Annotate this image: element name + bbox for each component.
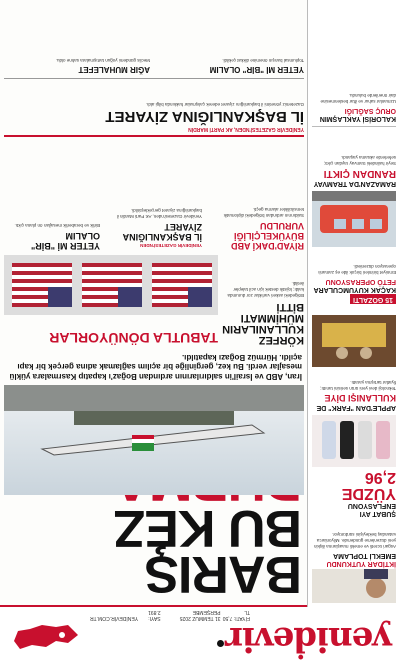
sidebar-story-1 <box>312 531 396 567</box>
sidebar-photo-gold <box>312 315 396 367</box>
sidebar-story-5 <box>312 154 396 187</box>
sidebar-story-4 <box>312 263 396 311</box>
sidebar-story-3 <box>312 379 396 411</box>
flag-coffins-photo <box>4 255 218 315</box>
sidebar-story-3-text: Teknoloji devi yeni ürün serisini tanıttı; fiyatlar tartışma yarattı. <box>320 380 396 391</box>
story-unity-text: Birlik ve beraberlik mesajları ön plana çıktı. <box>14 223 100 228</box>
story-visit <box>106 141 202 251</box>
sidebar-story-4-tag: 15 GÖZALTI <box>350 294 396 304</box>
sidebar-story-4-subtitle: FETÖ OPERASYONU <box>325 278 396 285</box>
sub-headline: TABUTLA DÖNÜYORLAR <box>49 330 218 346</box>
sidebar-photo-tram <box>312 191 396 247</box>
left-rail-story <box>222 280 304 345</box>
story-unity-title: YETER Mİ "BİR" OLALIM <box>30 231 100 251</box>
sidebar-story-6-text: Uzmanlar sahur ve iftar beslenmesine dair önerilerde bulundu. <box>320 93 396 104</box>
headline-line-2: BU KEZ <box>114 499 302 557</box>
bottom-story-1 <box>158 57 304 74</box>
story-embassy-text: Saldırının ardından bölgedeki diplomatik temsilcilikler alarma geçti. <box>223 207 304 218</box>
story-visit-title: İL BAŞKANLIĞINA ZİYARET <box>122 222 202 242</box>
issue-date: 31 TEMMUZ 2025 PERŞEMBE <box>179 609 221 621</box>
banner-kicker: YENİDEVİR GAZETESİ'NDEN, AK PARTİ MARDİN <box>188 126 304 132</box>
website: YENİDEVİR.COM.TR <box>90 615 139 621</box>
bottom-story-2 <box>4 57 150 74</box>
price: FİYATI: 7,50 TL <box>222 609 250 621</box>
banner-text: Gazetemiz yönetimi il başkanlığını ziyaret ederek çalışmalar hakkında bilgi aldı. <box>145 102 304 107</box>
story-embassy <box>208 141 304 251</box>
bottom-story-1-text: Toplumsal barışın önemine dikkat çekildi. <box>222 58 304 63</box>
sidebar-story-2-title: ŞUBAT AYI ENFLASYONU <box>347 502 396 517</box>
bottom-stories <box>4 2 304 79</box>
headline-line-1: BARIŞ <box>145 545 302 603</box>
sidebar-story-4-text: Emniyet birimleri birçok ilde eş zamanlı operasyon düzenledi. <box>318 264 396 275</box>
sidebar-story-4-title: KAÇAK KUYUMCULARA <box>313 286 396 293</box>
story-visit-text: Yenidevir Gazetesi'nden, AK Parti Mardin il başkanlığına ziyaret gerçekleştirildi. <box>116 208 202 219</box>
sidebar-story-5-text: Seyir halindeki tramvay raydan çıktı; seferlerde aksama yaşandı. <box>323 155 396 166</box>
bottom-story-1-title: YETER Mİ "BİR" OLALIM <box>209 65 304 74</box>
turkey-map-icon <box>10 613 82 661</box>
masthead-logo <box>217 619 392 659</box>
sidebar-story-2-figure: YÜZDE 2,96 <box>341 469 396 502</box>
sidebar-story-3-title: APPLE'DAN "FARK" DE <box>316 404 396 411</box>
bottom-story-2-title: AĞIR MUHALEFET <box>78 65 150 74</box>
story-embassy-title: RİYAD'DAKİ ABD BÜYÜKELÇİLİĞİ VURULDU <box>231 221 304 251</box>
sidebar-story-6-title: KALORİSİ YAKLAŞMIN <box>319 115 396 122</box>
date-strip <box>90 611 250 621</box>
sidebar-story-1-text: Asgari ücretli ve emekli maaşlarına ilişkin yeni düzenleme gündemde. Milyonlarca vatandaş bekleyişini sürdürüyor. <box>313 532 396 549</box>
bottom-story-2-text: Meclis gündemi yoğun tartışmalara sahne oldu. <box>55 58 150 63</box>
feature-banner <box>4 81 304 137</box>
sidebar-story-5-title: RAMAZAN'DA TRAMVAY <box>313 180 396 187</box>
sidebar-story-5-subtitle: RANDAN ÇIKTI <box>323 168 396 179</box>
logo-text: yeniḋevir <box>225 619 392 659</box>
sidebar-photo-1 <box>312 569 396 603</box>
main-deck: İran, ABD ve İsrail'in saldırılarının ardından Boğaz'ı kapatıp Kasrmalara yüklü mesajlar verdi. Bu kez, gerginliğe bir açılım sağlamak adına gerçek bir kapı açıldı. Hürmüz Boğazı kapatıldı. <box>9 353 302 381</box>
sidebar-story-6 <box>312 92 396 127</box>
left-rail-title: KÖRFEZ KULLANILARIN MÜHİMMATI BİTTİ <box>222 301 304 346</box>
sidebar-story-1-subtitle: EMEKLİ TOPLAMA <box>333 552 396 559</box>
sidebar-story-3-subtitle: KULLANIŞI DİYE <box>324 393 396 403</box>
left-rail-text: Bölgedeki askeri varlıklar zor durumda kaldı; lojistik destek için acil talepler iletildi. <box>227 281 304 298</box>
sidebar-story-6-subtitle: ORUÇ SAĞLIĞI <box>344 107 396 114</box>
story-visit-tag: YENİDEVİR GAZETESİ'NDEN <box>140 243 202 248</box>
banner-title: İL BAŞKANLIĞINA ZİYARET <box>105 108 304 125</box>
hero-photo-missile <box>4 385 304 495</box>
story-unity <box>4 141 100 251</box>
sidebar-news <box>307 0 400 607</box>
masthead <box>0 605 400 665</box>
logo-dot-icon <box>217 640 224 647</box>
sidebar-story-1-title: İKTİDAR YUTKUNDU <box>326 560 396 567</box>
sidebar-photo-phones <box>312 415 396 467</box>
issue-number: SAYI: 2.891 <box>148 609 161 621</box>
